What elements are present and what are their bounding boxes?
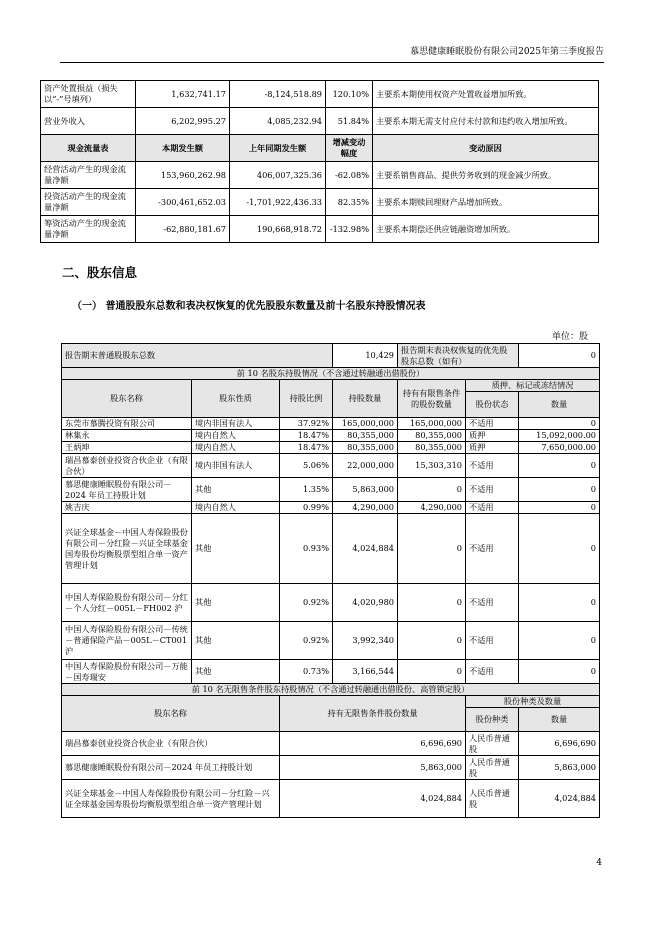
page-number: 4 bbox=[596, 858, 602, 868]
table-cell: -132.98% bbox=[326, 216, 373, 243]
table-cell: 现金流量表 bbox=[41, 135, 136, 162]
table-header-row bbox=[62, 696, 600, 708]
table-cell: 0.92% bbox=[280, 584, 333, 622]
table-cell: 不适用 bbox=[466, 514, 519, 584]
table-cell: 股份种类及数量 bbox=[466, 696, 600, 708]
table-cell: 22,000,000 bbox=[333, 454, 398, 478]
table-cell: 82.35% bbox=[326, 189, 373, 216]
table-cell: 不适用 bbox=[466, 478, 519, 502]
table-cell: 153,960,262.98 bbox=[136, 162, 230, 189]
table-cell: 80,355,000 bbox=[333, 442, 398, 454]
table-row bbox=[62, 684, 600, 696]
table-row bbox=[62, 756, 600, 780]
table-cell: 王炳坤 bbox=[62, 442, 192, 454]
table-cell: 持股比例 bbox=[280, 380, 333, 418]
table-cell: 营业外收入 bbox=[41, 108, 136, 135]
subsection-title: （一） 普通股股东总数和表决权恢复的优先股股东数量及前十名股东持股情况表 bbox=[72, 301, 426, 312]
table-cell: 0.93% bbox=[280, 514, 333, 584]
table-cell: 0 bbox=[519, 514, 600, 584]
table-cell: 持股数量 bbox=[333, 380, 398, 418]
table-cell: 股份种类 bbox=[466, 708, 519, 732]
table-cell: 中国人寿保险股份有限公司－分红－个人分红－005L－FH002 沪 bbox=[62, 584, 192, 622]
table-cell: 不适用 bbox=[466, 622, 519, 660]
table-row bbox=[41, 108, 599, 135]
table-row bbox=[62, 344, 600, 368]
shareholder-table bbox=[61, 343, 600, 818]
table-cell: 0.73% bbox=[280, 660, 333, 684]
table-row bbox=[41, 216, 599, 243]
table-cell: 6,202,995.27 bbox=[136, 108, 230, 135]
table-cell: 不适用 bbox=[466, 454, 519, 478]
table-cell: 0.99% bbox=[280, 502, 333, 514]
table-cell: 不适用 bbox=[466, 502, 519, 514]
table-cell: 不适用 bbox=[466, 418, 519, 430]
table-cell: 0 bbox=[519, 584, 600, 622]
table-cell: 80,355,000 bbox=[398, 430, 466, 442]
table-row bbox=[62, 502, 600, 514]
page-header: 慕思健康睡眠股份有限公司2025年第三季度报告 bbox=[60, 46, 604, 63]
table-cell: 东莞市慕腾投资有限公司 bbox=[62, 418, 192, 430]
table-cell: 不适用 bbox=[466, 584, 519, 622]
table-cell: 姚吉庆 bbox=[62, 502, 192, 514]
table-header-row bbox=[41, 135, 599, 162]
table-cell: 主要系本期赎回理财产品增加所致。 bbox=[373, 189, 599, 216]
table-cell: -300,461,652.03 bbox=[136, 189, 230, 216]
table-cell: 增减变动幅度 bbox=[326, 135, 373, 162]
table-cell: 林集永 bbox=[62, 430, 192, 442]
cash-flow-table bbox=[40, 80, 599, 243]
table-cell: 兴证全球基金－中国人寿保险股份有限公司－分红险－兴证全球基金国寿股份均衡股票型组合单一资产管理计划 bbox=[62, 514, 192, 584]
table-cell: 慕思健康睡眠股份有限公司－2024 年员工持股计划 bbox=[62, 478, 192, 502]
table-cell: 境内非国有法人 bbox=[192, 454, 280, 478]
table-cell: 主要系销售商品、提供劳务收到的现金减少所致。 bbox=[373, 162, 599, 189]
table-cell: 人民币普通股 bbox=[466, 732, 519, 756]
table-cell: 0 bbox=[398, 514, 466, 584]
table-cell: 数量 bbox=[519, 392, 600, 418]
table-row bbox=[62, 584, 600, 622]
table-cell: 持有无限售条件股份数量 bbox=[280, 696, 466, 732]
table-cell: 持有有限售条件的股份数量 bbox=[398, 380, 466, 418]
table-cell: 4,020,980 bbox=[333, 584, 398, 622]
table-cell: 0 bbox=[519, 660, 600, 684]
table-row bbox=[62, 430, 600, 442]
table-cell: 80,355,000 bbox=[333, 430, 398, 442]
table-cell: 18.47% bbox=[280, 430, 333, 442]
table-row bbox=[62, 418, 600, 430]
table-cell: 瑞昌慕泰创业投资合伙企业（有限合伙） bbox=[62, 454, 192, 478]
section-title: 二、股东信息 bbox=[62, 265, 138, 280]
table-cell: 报告期末表决权恢复的优先股股东总数（如有） bbox=[398, 344, 519, 368]
table-cell: 5.06% bbox=[280, 454, 333, 478]
table-cell: 120.10% bbox=[326, 81, 373, 108]
table-row bbox=[62, 514, 600, 584]
table-cell: -1,701,922,436.33 bbox=[230, 189, 326, 216]
table-row bbox=[62, 732, 600, 756]
table-cell: 不适用 bbox=[466, 660, 519, 684]
table-cell: 0 bbox=[519, 418, 600, 430]
table-cell: 数量 bbox=[519, 708, 600, 732]
table-cell: 18.47% bbox=[280, 442, 333, 454]
table-cell: 37.92% bbox=[280, 418, 333, 430]
table-cell: 中国人寿保险股份有限公司－万能－国寿瑞安 bbox=[62, 660, 192, 684]
table-row bbox=[62, 368, 600, 380]
table-cell: 主要系本期偿还供应链融资增加所致。 bbox=[373, 216, 599, 243]
table-cell: 1.35% bbox=[280, 478, 333, 502]
table-cell: 6,696,690 bbox=[519, 732, 600, 756]
table-row bbox=[41, 81, 599, 108]
table-cell: 0 bbox=[398, 660, 466, 684]
table-row bbox=[62, 780, 600, 818]
table-cell: 慕思健康睡眠股份有限公司－2024 年员工持股计划 bbox=[62, 756, 280, 780]
table-cell: 5,863,000 bbox=[519, 756, 600, 780]
table-cell: 0 bbox=[398, 622, 466, 660]
table-cell: 0.92% bbox=[280, 622, 333, 660]
table-cell: 人民币普通股 bbox=[466, 780, 519, 818]
table-cell: 上年同期发生额 bbox=[230, 135, 326, 162]
table-cell: 主要系本期使用权资产处置收益增加所致。 bbox=[373, 81, 599, 108]
table-cell: 0 bbox=[519, 622, 600, 660]
table-cell: 中国人寿保险股份有限公司－传统－普通保险产品－005L－CT001 沪 bbox=[62, 622, 192, 660]
table-cell: 其他 bbox=[192, 660, 280, 684]
table-cell: 0 bbox=[519, 478, 600, 502]
table-cell: 0 bbox=[519, 502, 600, 514]
table-cell: 406,007,325.36 bbox=[230, 162, 326, 189]
table-cell: 投资活动产生的现金流量净额 bbox=[41, 189, 136, 216]
table-cell: 1,632,741.17 bbox=[136, 81, 230, 108]
table-cell: 境内自然人 bbox=[192, 430, 280, 442]
table-cell: 质押 bbox=[466, 430, 519, 442]
table-cell: 165,000,000 bbox=[333, 418, 398, 430]
table-cell: 0 bbox=[398, 478, 466, 502]
table-cell: 前 10 名股东持股情况（不含通过转融通出借股份） bbox=[62, 368, 600, 380]
table-cell: 3,166,544 bbox=[333, 660, 398, 684]
table-cell: 其他 bbox=[192, 584, 280, 622]
table-cell: 其他 bbox=[192, 514, 280, 584]
table-cell: 190,668,918.72 bbox=[230, 216, 326, 243]
table-header-row bbox=[62, 380, 600, 392]
table-cell: 主要系本期无需支付应付未付款和违约收入增加所致。 bbox=[373, 108, 599, 135]
table-row bbox=[62, 622, 600, 660]
table-cell: 15,092,000.00 bbox=[519, 430, 600, 442]
table-cell: 4,290,000 bbox=[398, 502, 466, 514]
table-cell: 0 bbox=[398, 584, 466, 622]
table-cell: 7,650,000.00 bbox=[519, 442, 600, 454]
table-cell: 10,429 bbox=[333, 344, 398, 368]
table-cell: 5,863,000 bbox=[280, 756, 466, 780]
table-cell: 15,303,310 bbox=[398, 454, 466, 478]
table-cell: 0 bbox=[519, 454, 600, 478]
table-cell: 股东性质 bbox=[192, 380, 280, 418]
table-cell: 经营活动产生的现金流量净额 bbox=[41, 162, 136, 189]
table-cell: 165,000,000 bbox=[398, 418, 466, 430]
table-cell: 股东名称 bbox=[62, 696, 280, 732]
table-cell: -62,880,181.67 bbox=[136, 216, 230, 243]
table-cell: 6,696,690 bbox=[280, 732, 466, 756]
table-cell: 人民币普通股 bbox=[466, 756, 519, 780]
table-cell: 80,355,000 bbox=[398, 442, 466, 454]
table-cell: -8,124,518.89 bbox=[230, 81, 326, 108]
table-row bbox=[41, 162, 599, 189]
table-cell: 4,024,884 bbox=[519, 780, 600, 818]
table-cell: 前 10 名无限售条件股东持股情况（不含通过转融通出借股份、高管锁定股） bbox=[62, 684, 600, 696]
table-cell: 股东名称 bbox=[62, 380, 192, 418]
table-row bbox=[62, 478, 600, 502]
table-cell: 其他 bbox=[192, 622, 280, 660]
table-cell: 资产处置损益（损失以“-”号填列） bbox=[41, 81, 136, 108]
table-row bbox=[62, 660, 600, 684]
table-cell: 0 bbox=[519, 344, 600, 368]
table-cell: 质押、标记或冻结情况 bbox=[466, 380, 600, 392]
table-row bbox=[62, 442, 600, 454]
table-row bbox=[41, 189, 599, 216]
table-cell: 4,024,884 bbox=[280, 780, 466, 818]
table-cell: 筹资活动产生的现金流量净额 bbox=[41, 216, 136, 243]
table-cell: 质押 bbox=[466, 442, 519, 454]
table-cell: 5,863,000 bbox=[333, 478, 398, 502]
table-cell: 4,290,000 bbox=[333, 502, 398, 514]
table-cell: 兴证全球基金－中国人寿保险股份有限公司－分红险－兴证全球基金国寿股份均衡股票型组合单一资产管理计划 bbox=[62, 780, 280, 818]
table-cell: 境内自然人 bbox=[192, 502, 280, 514]
table-cell: 51.84% bbox=[326, 108, 373, 135]
table-cell: 3,992,340 bbox=[333, 622, 398, 660]
table-cell: 股份状态 bbox=[466, 392, 519, 418]
table-cell: 4,085,232.94 bbox=[230, 108, 326, 135]
table-cell: 境内非国有法人 bbox=[192, 418, 280, 430]
unit-label: 单位：股 bbox=[551, 332, 588, 342]
table-cell: 瑞昌慕泰创业投资合伙企业（有限合伙） bbox=[62, 732, 280, 756]
table-cell: 本期发生额 bbox=[136, 135, 230, 162]
table-cell: -62.08% bbox=[326, 162, 373, 189]
table-cell: 其他 bbox=[192, 478, 280, 502]
table-cell: 报告期末普通股股东总数 bbox=[62, 344, 333, 368]
table-cell: 4,024,884 bbox=[333, 514, 398, 584]
table-cell: 变动原因 bbox=[373, 135, 599, 162]
table-cell: 境内自然人 bbox=[192, 442, 280, 454]
table-row bbox=[62, 454, 600, 478]
